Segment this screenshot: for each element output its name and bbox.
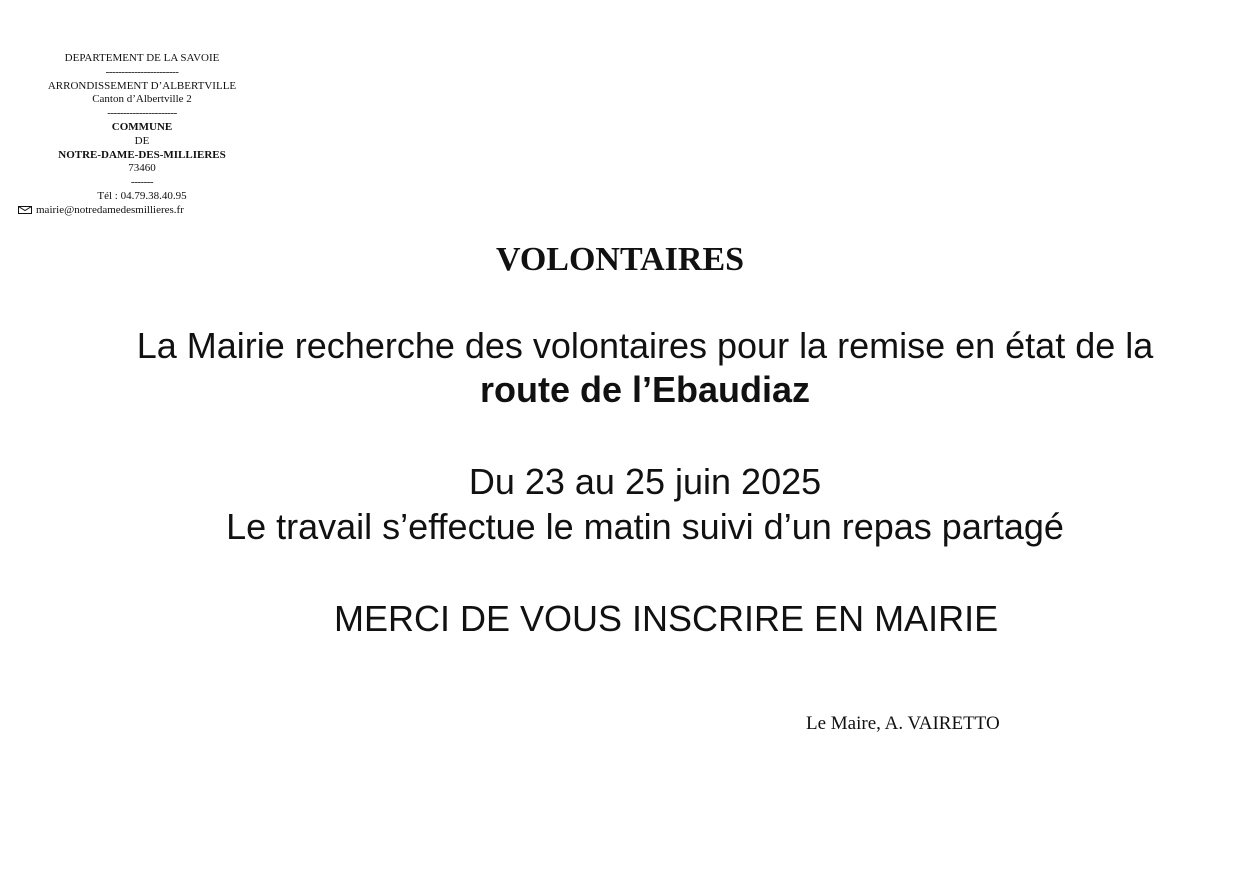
separator-line: ------- bbox=[130, 176, 154, 189]
page-title: VOLONTAIRES bbox=[495, 241, 745, 278]
separator-line: ---------------------- bbox=[107, 107, 177, 120]
separator-line: ----------------------- bbox=[105, 65, 179, 78]
mail-icon bbox=[18, 205, 32, 213]
announcement-line: La Mairie recherche des volontaires pour la remise en état de la bbox=[136, 325, 1154, 366]
phone-number: Tél : 04.79.38.40.95 bbox=[97, 189, 187, 202]
commune-name: NOTRE-DAME-DES-MILLIERES bbox=[58, 148, 226, 161]
road-name: route de l’Ebaudiaz bbox=[479, 369, 811, 410]
departement-label: DEPARTEMENT DE LA SAVOIE bbox=[64, 52, 220, 64]
commune-label: COMMUNE bbox=[111, 120, 173, 133]
email-row bbox=[14, 204, 270, 218]
canton-label: Canton d’Albertville 2 bbox=[92, 93, 192, 106]
de-label: DE bbox=[134, 134, 150, 147]
work-details: Le travail s’effectue le matin suivi d’un repas partagé bbox=[226, 506, 1064, 547]
mayor-signature: Le Maire, A. VAIRETTO bbox=[806, 713, 1000, 734]
date-range: Du 23 au 25 juin 2025 bbox=[468, 461, 822, 502]
postal-code: 73460 bbox=[128, 162, 156, 175]
registration-notice: MERCI DE VOUS INSCRIRE EN MAIRIE bbox=[334, 598, 999, 639]
email-address[interactable]: mairie@notredamedesmillieres.fr bbox=[36, 203, 184, 216]
arrondissement-label: ARRONDISSEMENT D’ALBERTVILLE bbox=[47, 79, 237, 92]
letterhead bbox=[14, 52, 270, 218]
